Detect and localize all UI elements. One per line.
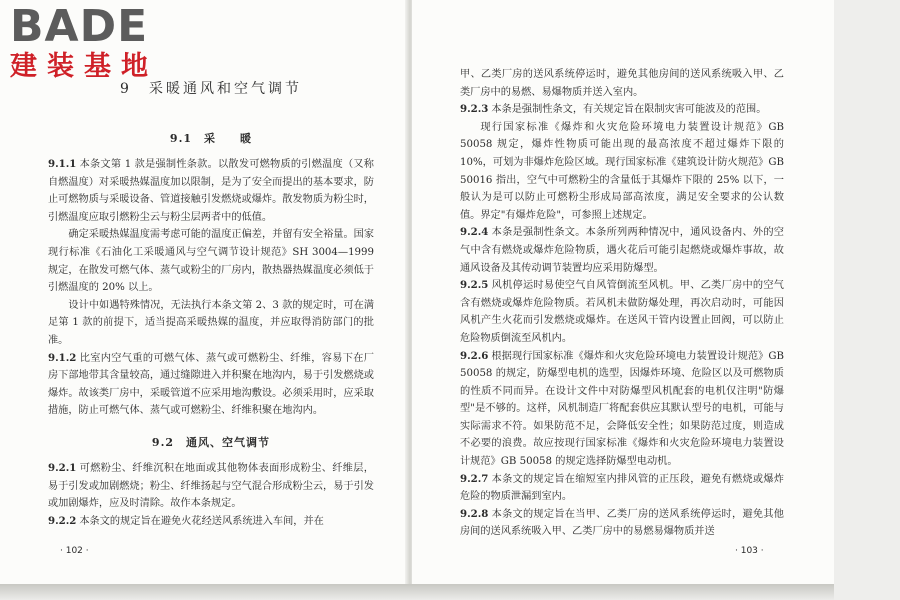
scan-margin	[834, 0, 900, 600]
left-page	[0, 0, 408, 584]
clause-number: 9.2.8	[460, 507, 489, 520]
clause-9-2-4	[460, 224, 784, 277]
clause-text: 本条文第 1 款是强制性条款。以散发可燃物质的引燃温度（又称自燃温度）对采暖热媒温度加以限制，是为了安全而提出的基本要求，防止可燃物质与采暖设备、管道接触引发燃烧或爆炸。散发物质为粉尘时，引燃温度应取引燃粉尘云与粉尘层两者中的低值。	[48, 159, 374, 223]
clause-number: 9.2.7	[460, 472, 489, 485]
clause-9-2-7	[460, 471, 784, 506]
clause-text: 风机停运时易使空气自风管倒流至风机。甲、乙类厂房中的空气含有燃烧或爆炸危险物质。若风机未做防爆处理，再次启动时，可能因风机产生火花而引发燃烧或爆炸。在送风干管内设置止回阀，可以防止危险物质倒流至风机内。	[460, 280, 784, 344]
logo-text-cn: 建装基地	[10, 51, 158, 82]
paragraph: 设计中如遇特殊情况，无法执行本条文第 2、3 款的规定时，可在满足第 1 款的前提下，适当提高采暖热媒的温度，并应取得消防部门的批准。	[48, 299, 374, 346]
page-number-right: · 103 ·	[735, 546, 764, 556]
page-bottom-shadow	[0, 584, 834, 600]
paragraph: 确定采暖热媒温度需考虑可能的温度正偏差，并留有安全裕量。国家现行标准《石油化工采暖通风与空气调节设计规范》SH 3004—1999 规定，在散发可燃气体、蒸气或粉尘的厂房内，散热器热媒温度必须低于引燃温度的 20% 以上。	[48, 229, 375, 294]
clause-9-2-8	[460, 506, 784, 541]
clause-text: 本条文的规定旨在当甲、乙类厂房的送风系统停运时，避免其他房间的送风系统吸入甲、乙类厂房中的易燃易爆物质并送	[460, 508, 784, 538]
clause-9-2-6	[460, 348, 784, 471]
right-page	[412, 0, 834, 584]
clause-text: 可燃粉尘、纤维沉积在地面或其他物体表面形成粉尘、纤维层，易于引发或加剧燃烧；粉尘、纤维扬起与空气混合形成粉尘云，易于引发或加剧爆炸，应及时清除。故作本条规定。	[48, 462, 374, 510]
clause-number: 9.2.2	[48, 514, 77, 527]
page-number-left: · 102 ·	[60, 546, 89, 556]
logo-text-en: BADE	[10, 1, 149, 52]
clause-number: 9.2.1	[48, 461, 77, 474]
watermark-logo	[10, 1, 180, 84]
clause-9-1-2	[48, 350, 374, 420]
clause-9-2-5	[460, 277, 784, 347]
clause-number: 9.2.3	[460, 103, 489, 116]
clause-9-2-2	[48, 513, 374, 531]
clause-number: 9.1.1	[48, 158, 77, 170]
clause-number: 9.2.6	[460, 349, 489, 362]
paragraph: 现行国家标准《爆炸和火灾危险环境电力装置设计规范》GB 50058 规定，爆炸性物质可能出现的最高浓度不超过爆炸下限的 10%，可划为非爆炸危险区域。现行国家标准《建筑设计防火规范》GB 50016 指出，空气中可燃粉尘的含量低于其爆炸下限的 25% 以下，一般认为是可以防止可燃粉尘形成局部高浓度，满足安全要求的公认数值。界定"有爆炸危险"，可参照上述规定。	[460, 121, 784, 221]
clause-text: 本条是强制性条文。本条所列两种情况中，通风设备内、外的空气中含有燃烧或爆炸危险物质，遇火花后可能引起燃烧或爆炸事故，故通风设备及其传动调节装置均应采用防爆型。	[460, 227, 784, 274]
clause-number: 9.2.5	[460, 279, 489, 292]
continued-text: 甲、乙类厂房的送风系统停运时，避免其他房间的送风系统吸入甲、乙类厂房中的易燃、易爆物质并送入室内。	[460, 69, 784, 98]
clause-text: 本条文的规定旨在缩短室内排风管的正压段，避免有燃烧或爆炸危险的物质泄漏到室内。	[460, 473, 784, 503]
clause-text: 根据现行国家标准《爆炸和火灾危险环境电力装置设计规范》GB 50058 的规定，防爆型电机的选型，因爆炸环境、危险区以及可燃物质的性质不同而异。在设计文件中对防爆型风机配套的电机仅注明"防爆型"是不够的。这样，风机制造厂将配套供应其默认型号的电机，可能与实际需求不符。如果防范不足，会降低安全性；如果防范过度，则造成不必要的浪费。故应按现行国家标准《爆炸和火灾危险环境电力装置设计规范》GB 50058 的规定选择防爆型电动机。	[460, 350, 784, 468]
section-title-heating: 9.1 采 暖	[169, 132, 253, 145]
clause-text: 比室内空气重的可燃气体、蒸气或可燃粉尘、纤维，容易下在厂房下部地带其含量较高，通过缝隙进入并积聚在地沟内，易于引发燃烧或爆炸。故该类厂房中，采暖管道不应采用地沟敷设。必须采用时，应采取措施，防止可燃气体、蒸气或可燃粉尘、纤维积聚在地沟内。	[48, 352, 374, 417]
clause-text: 本条文的规定旨在避免火花经送风系统进入车间，并在	[79, 515, 324, 527]
clause-number: 9.1.2	[48, 351, 77, 364]
section-title-ventilation: 9.2 通风、空气调节	[151, 435, 271, 449]
clause-text: 本条是强制性条文，有关规定旨在限制灾害可能波及的范围。	[491, 104, 767, 116]
chapter-title: 9 采暖通风和空气调节	[120, 81, 302, 97]
clause-9-1-1	[48, 156, 374, 226]
clause-9-2-1	[48, 460, 374, 513]
clause-9-2-3	[460, 101, 784, 119]
clause-number: 9.2.4	[460, 226, 489, 239]
